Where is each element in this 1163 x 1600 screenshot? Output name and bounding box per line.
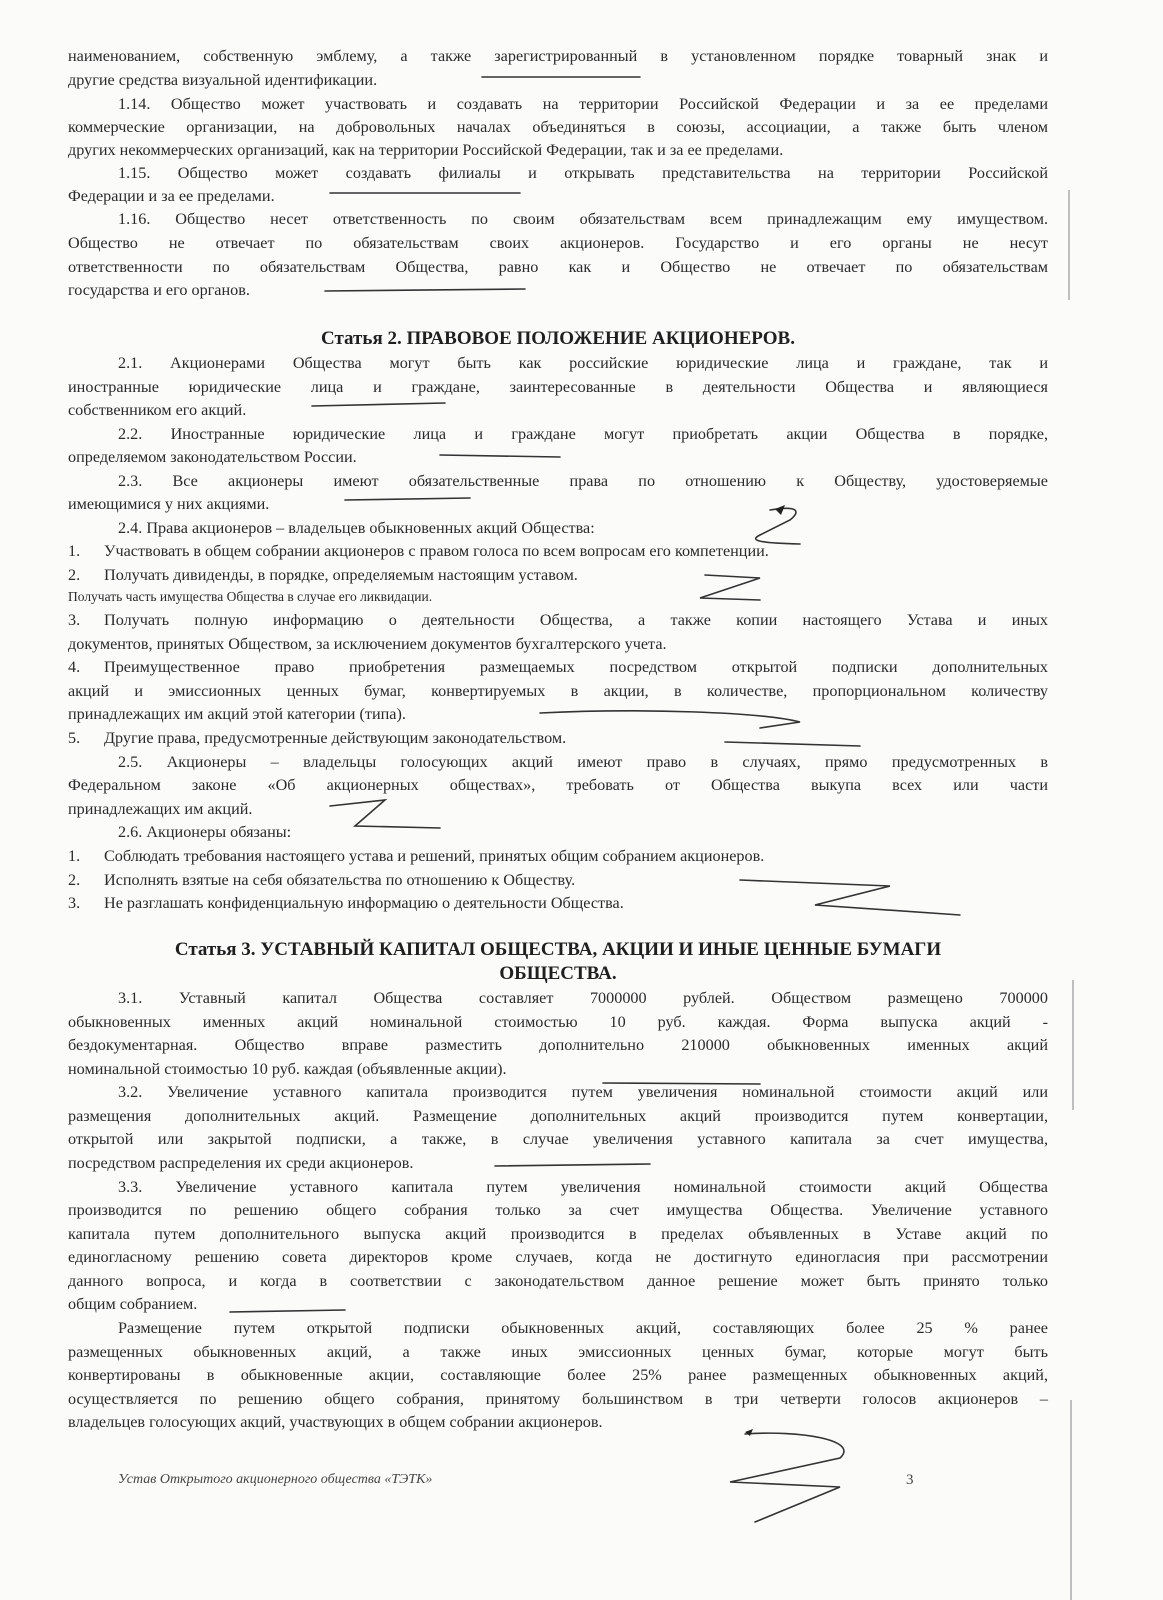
list-text: Исполнять взятые на себя обязательства по отношению к Обществу. bbox=[104, 871, 576, 889]
page-number: 3 bbox=[906, 1472, 914, 1488]
text-line: производится по решению общего собрания только за счет имущества Общества. Увеличение уставного bbox=[68, 1201, 1048, 1219]
text-line: капитала путем дополнительного выпуска акций производится в пределах объявленных в Уставе акций по bbox=[68, 1225, 1048, 1243]
text-line: единогласному решению совета директоров кроме случаев, когда не достигнуто единогласия при рассмотрении bbox=[68, 1248, 1048, 1266]
text-line: документов, принятых Обществом, за исключением документов бухгалтерского учета. bbox=[68, 635, 667, 653]
list-number: 4. bbox=[68, 658, 81, 676]
list-text: Соблюдать требования настоящего устава и решений, принятых общим собранием акционеров. bbox=[104, 847, 765, 865]
clause-1-15: 1.15. Общество может создавать филиалы и открывать представительства на территории Российской bbox=[118, 164, 1048, 182]
text-line: общим собранием. bbox=[68, 1295, 198, 1313]
list-text: Участвовать в общем собрании акционеров с правом голоса по всем вопросам его компетенции. bbox=[104, 542, 769, 560]
clause-1-16: 1.16. Общество несет ответственность по своим обязательствам всем принадлежащим ему имуществом. bbox=[118, 210, 1048, 228]
list-text: Другие права, предусмотренные действующим законодательством. bbox=[104, 729, 567, 747]
text-line: ответственности по обязательствам Общества, равно как и Общество не отвечает по обязательствам bbox=[68, 258, 1048, 276]
text-line: другие средства визуальной идентификации. bbox=[68, 71, 378, 89]
list-text: Преимущественное право приобретения размещаемых посредством открытой подписки дополнительных bbox=[104, 658, 1048, 676]
footer-title: Устав Открытого акционерного общества «ТЭТК» bbox=[118, 1472, 433, 1487]
rights-list-item bbox=[68, 564, 578, 586]
clause-2-4: 2.4. Права акционеров – владельцев обыкновенных акций Общества: bbox=[118, 519, 595, 537]
clause-2-2: 2.2. Иностранные юридические лица и граждане могут приобретать акции Общества в порядке, bbox=[118, 425, 1048, 443]
text-line: иностранные юридические лица и граждане, заинтересованные в деятельности Общества и являющиеся bbox=[68, 378, 1048, 396]
clause-3-4: Размещение путем открытой подписки обыкновенных акций, составляющих более 25 % ранее bbox=[118, 1319, 1048, 1337]
clause-3-3: 3.3. Увеличение уставного капитала путем увеличения номинальной стоимости акций Общества bbox=[118, 1178, 1048, 1196]
clause-3-2: 3.2. Увеличение уставного капитала производится путем увеличения номинальной стоимости акций или bbox=[118, 1083, 1048, 1101]
text-line: имеющимися у них акциями. bbox=[68, 495, 270, 513]
text-line: Федерации и за ее пределами. bbox=[68, 187, 275, 205]
text-line: осуществляется по решению общего собрания, принятому большинством в три четверти голосов акционеров – bbox=[68, 1390, 1048, 1408]
list-number: 3. bbox=[68, 894, 81, 912]
list-number: 2. bbox=[68, 871, 81, 889]
text-line: принадлежащих им акций. bbox=[68, 800, 253, 818]
text-line: государства и его органов. bbox=[68, 281, 250, 299]
text-line: конвертированы в обыкновенные акции, составляющие более 25% ранее размещенных обыкновенных акций, bbox=[68, 1366, 1048, 1384]
text-line: других некоммерческих организаций, как на территории Российской Федерации, так и за ее пределами. bbox=[68, 141, 784, 159]
text-line: бездокументарная. Общество вправе разместить дополнительно 210000 обыкновенных именных акций bbox=[68, 1036, 1048, 1054]
duties-list-item bbox=[68, 845, 764, 867]
rights-list-item bbox=[68, 609, 1048, 631]
text-line: размещения дополнительных акций. Размещение дополнительных акций производится путем конвертации, bbox=[68, 1107, 1048, 1125]
list-number: 2. bbox=[68, 566, 81, 584]
clause-2-5: 2.5. Акционеры – владельцы голосующих акций имеют право в случаях, прямо предусмотренных в bbox=[118, 753, 1048, 771]
text-line: размещенных обыкновенных акций, а также иных эмиссионных ценных бумаг, которые могут быть bbox=[68, 1343, 1048, 1361]
text-line: коммерческие организации, на добровольных началах объединяться в союзы, ассоциации, а также быть членом bbox=[68, 118, 1048, 136]
text-line: собственником его акций. bbox=[68, 401, 247, 419]
list-number: 3. bbox=[68, 611, 81, 629]
text-line: акций и эмиссионных ценных бумаг, конвертируемых в акции, в количестве, пропорциональном количеству bbox=[68, 682, 1048, 700]
text-line: посредством распределения их среди акционеров. bbox=[68, 1154, 414, 1172]
text-line: владельцев голосующих акций, участвующих в общем собрании акционеров. bbox=[68, 1413, 603, 1431]
clause-2-3: 2.3. Все акционеры имеют обязательственные права по отношению к Обществу, удостоверяемые bbox=[118, 472, 1048, 490]
clause-2-6: 2.6. Акционеры обязаны: bbox=[118, 823, 292, 841]
rights-list-item bbox=[68, 727, 566, 749]
article-3-heading: Статья 3. УСТАВНЫЙ КАПИТАЛ ОБЩЕСТВА, АКЦИИ И ИНЫЕ ЦЕННЫЕ БУМАГИ bbox=[174, 939, 942, 960]
scan-edge-mark bbox=[1070, 1400, 1072, 1600]
pen-stroke bbox=[730, 1433, 844, 1522]
pen-stroke bbox=[700, 575, 760, 600]
list-number: 1. bbox=[68, 847, 81, 865]
rights-list-item bbox=[68, 540, 769, 562]
article-2-heading: Статья 2. ПРАВОВОЕ ПОЛОЖЕНИЕ АКЦИОНЕРОВ. bbox=[321, 328, 795, 349]
text-line: открытой или закрытой подписки, а также, в случае увеличения уставного капитала за счет имущества, bbox=[68, 1130, 1048, 1148]
text-line: Федеральном законе «Об акционерных обществах», требовать от Общества выкупа всех или части bbox=[68, 776, 1048, 794]
text-line: принадлежащих им акций этой категории (типа). bbox=[68, 705, 406, 723]
list-text: Получать полную информацию о деятельности Общества, а также копии настоящего Устава и иных bbox=[104, 611, 1048, 629]
duties-list-item bbox=[68, 892, 624, 914]
text-line: данного вопроса, и когда в соответствии с законодательством данное решение может быть принято только bbox=[68, 1272, 1048, 1290]
pen-stroke bbox=[725, 742, 860, 746]
list-text: Не разглашать конфиденциальную информацию о деятельности Общества. bbox=[104, 894, 624, 912]
scan-edge-mark bbox=[1068, 190, 1070, 300]
list-number: 1. bbox=[68, 542, 81, 560]
text-line: определяемом законодательством России. bbox=[68, 448, 357, 466]
text-line: Общество не отвечает по обязательствам своих акционеров. Государство и его органы не несут bbox=[68, 234, 1048, 252]
clause-2-1: 2.1. Акционерами Общества могут быть как российские юридические лица и граждане, так и bbox=[118, 354, 1048, 372]
article-3-heading-cont: ОБЩЕСТВА. bbox=[499, 963, 617, 984]
text-line: номинальной стоимостью 10 руб. каждая (объявленные акции). bbox=[68, 1060, 507, 1078]
text-line: наименованием, собственную эмблему, а также зарегистрированный в установленном порядке товарный знак и bbox=[68, 47, 1048, 65]
duties-list-item bbox=[68, 869, 575, 891]
rights-list-item bbox=[68, 656, 1048, 678]
scan-edge-mark bbox=[1072, 980, 1074, 1110]
list-number: 5. bbox=[68, 729, 81, 747]
text-line: обыкновенных именных акций номинальной стоимостью 10 руб. каждая. Форма выпуска акций - bbox=[68, 1013, 1048, 1031]
clause-3-1: 3.1. Уставный капитал Общества составляет 7000000 рублей. Обществом размещено 700000 bbox=[118, 989, 1048, 1007]
pen-stroke bbox=[740, 880, 960, 915]
list-text: Получать дивиденды, в порядке, определяемым настоящим уставом. bbox=[104, 566, 578, 584]
rights-inserted-line: Получать часть имущества Общества в случае его ликвидации. bbox=[68, 589, 433, 604]
clause-1-14: 1.14. Общество может участвовать и создавать на территории Российской Федерации и за ее пределами bbox=[118, 95, 1048, 113]
